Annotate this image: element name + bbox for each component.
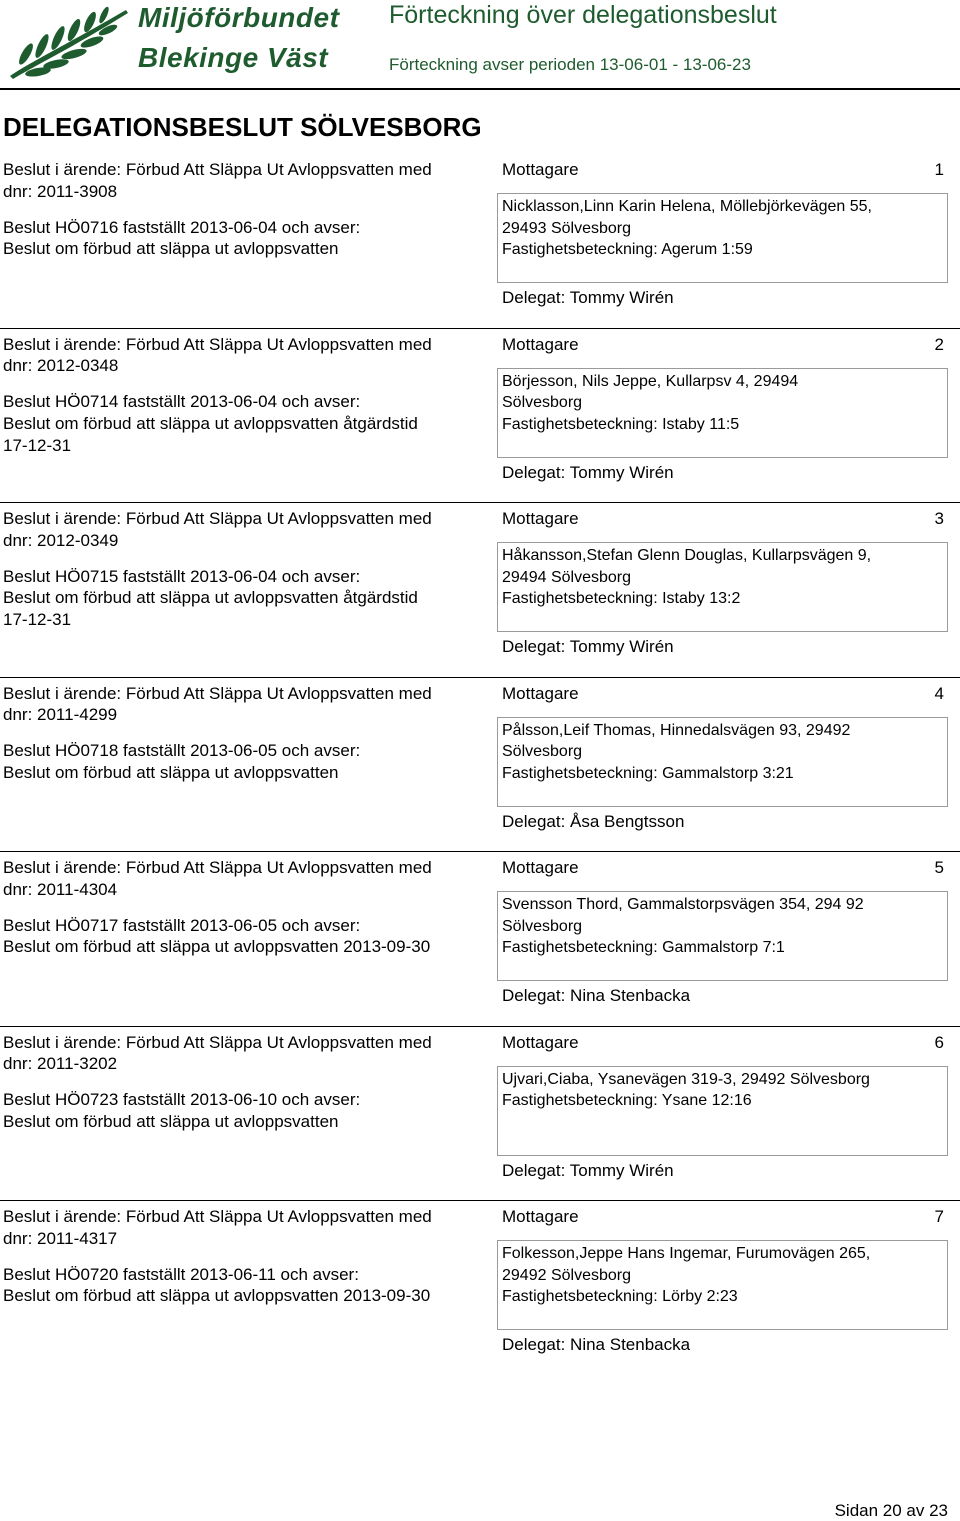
decision-id: Beslut HÖ0718 fastställt 2013-06-05 och avser:: [3, 741, 361, 761]
case-title: Beslut i ärende: Förbud Att Släppa Ut Avloppsvatten med: [3, 1032, 432, 1052]
page-header: [0, 0, 960, 90]
entry-divider: [0, 677, 960, 678]
entry-divider: [0, 1200, 960, 1201]
case-title: Beslut i ärende: Förbud Att Släppa Ut Avloppsvatten med: [3, 683, 432, 703]
recipient-line: 29493 Sölvesborg: [502, 219, 631, 237]
decision-entry: [0, 851, 960, 1025]
recipient-line: Fastighetsbeteckning: Istaby 11:5: [502, 415, 740, 433]
decision-details: [3, 1032, 488, 1133]
decision-details: [3, 1206, 488, 1307]
delegate: Delegat: Nina Stenbacka: [502, 1335, 691, 1354]
decision-entry: [0, 1026, 960, 1200]
case-number: dnr: 2011-3202: [3, 1054, 118, 1074]
decision-subject-line: 17-12-31: [3, 610, 72, 630]
delegate: Delegat: Tommy Wirén: [502, 637, 674, 656]
recipient-header: [502, 1206, 948, 1228]
recipient-header: [502, 334, 948, 356]
case-number: dnr: 2012-0349: [3, 530, 119, 550]
entry-number: 3: [934, 509, 944, 528]
recipient-label: Mottagare: [502, 334, 579, 354]
decision-entry: [0, 677, 960, 851]
case-number: dnr: 2011-4299: [3, 705, 118, 725]
case-number: dnr: 2011-4304: [3, 879, 118, 899]
recipient-line: Ujvari,Ciaba, Ysanevägen 319-3, 29492 Sölvesborg: [502, 1070, 870, 1088]
decision-entry: [0, 502, 960, 676]
decision-details: [3, 857, 488, 958]
recipient-label: Mottagare: [502, 1032, 579, 1052]
delegate: Delegat: Tommy Wirén: [502, 1160, 674, 1180]
page-number: Sidan 20 av 23: [834, 1501, 948, 1520]
recipient-line: Sölvesborg: [502, 917, 583, 935]
recipient-line: Sölvesborg: [502, 743, 583, 760]
entry-number: 2: [934, 334, 944, 354]
document-title: Förteckning över delegationsbeslut: [389, 1, 777, 29]
recipient-line: Håkansson,Stefan Glenn Douglas, Kullarpsvägen 9,: [502, 547, 872, 564]
recipient-line: Fastighetsbeteckning: Lörby 2:23: [502, 1288, 738, 1305]
decision-subject-line: Beslut om förbud att släppa ut avloppsvatten åtgärdstid: [3, 413, 418, 433]
entry-number: 5: [934, 858, 944, 877]
decision-id: Beslut HÖ0717 fastställt 2013-06-05 och avser:: [3, 915, 361, 935]
decision-subject-line: Beslut om förbud att släppa ut avloppsvatten: [3, 1111, 339, 1131]
recipient-box: [497, 1066, 948, 1156]
entry-divider: [0, 328, 960, 329]
entry-number: 6: [934, 1032, 944, 1052]
decision-subject-line: Beslut om förbud att släppa ut avloppsvatten: [3, 762, 339, 782]
recipient-line: 29492 Sölvesborg: [502, 1266, 631, 1284]
recipient-line: Svensson Thord, Gammalstorpsvägen 354, 294 92: [502, 896, 864, 913]
recipient-header: [502, 857, 948, 879]
case-title: Beslut i ärende: Förbud Att Släppa Ut Avloppsvatten med: [3, 334, 432, 354]
recipient-line: Folkesson,Jeppe Hans Ingemar, Furumovägen 265,: [502, 1245, 871, 1262]
recipient-box: [497, 193, 948, 283]
recipient-line: Fastighetsbeteckning: Istaby 13:2: [502, 590, 741, 607]
decision-id: Beslut HÖ0716 fastställt 2013-06-04 och avser:: [3, 217, 361, 237]
recipient-header: [502, 683, 948, 705]
recipient-box: [497, 368, 948, 458]
recipient-line: Fastighetsbeteckning: Ysane 12:16: [502, 1092, 752, 1109]
recipient-header: [502, 159, 948, 181]
recipient-label: Mottagare: [502, 509, 579, 528]
entry-divider: [0, 1026, 960, 1027]
decision-details: [3, 508, 488, 631]
recipient-line: Pålsson,Leif Thomas, Hinnedalsvägen 93, 29492: [502, 721, 851, 739]
decision-id: Beslut HÖ0715 fastställt 2013-06-04 och avser:: [3, 566, 361, 586]
decision-details: [3, 159, 488, 260]
leaf-branch-icon: [4, 2, 132, 80]
delegate: Delegat: Tommy Wirén: [502, 288, 674, 307]
decision-subject-line: Beslut om förbud att släppa ut avloppsvatten åtgärdstid: [3, 588, 418, 608]
recipient-line: Fastighetsbeteckning: Agerum 1:59: [502, 241, 753, 258]
recipient-line: Sölvesborg: [502, 394, 583, 411]
case-number: dnr: 2012-0348: [3, 356, 119, 376]
entry-divider: [0, 851, 960, 852]
case-number: dnr: 2011-4317: [3, 1228, 118, 1248]
recipient-line: Börjesson, Nils Jeppe, Kullarpsv 4, 29494: [502, 372, 799, 390]
decision-subject-line: Beslut om förbud att släppa ut avloppsvatten 2013-09-30: [3, 1286, 431, 1306]
recipient-label: Mottagare: [502, 683, 579, 703]
entry-number: 7: [934, 1207, 944, 1226]
decision-subject-line: 17-12-31: [3, 435, 72, 455]
org-name-line2: Blekinge Väst: [138, 42, 329, 73]
recipient-header: [502, 508, 948, 530]
case-title: Beslut i ärende: Förbud Att Släppa Ut Avloppsvatten med: [3, 858, 432, 877]
delegate: Delegat: Tommy Wirén: [502, 462, 674, 482]
org-name-line1: Miljöförbundet: [138, 2, 340, 33]
decision-details: [3, 334, 488, 457]
document-period: Förteckning avser perioden 13-06-01 - 13-06-23: [389, 55, 751, 74]
entry-number: 1: [934, 160, 944, 179]
recipient-label: Mottagare: [502, 160, 579, 179]
recipient-box: [497, 542, 948, 632]
section-title: DELEGATIONSBESLUT SÖLVESBORG: [3, 112, 482, 142]
recipient-box: [497, 717, 948, 807]
recipient-line: Fastighetsbeteckning: Gammalstorp 3:21: [502, 764, 794, 782]
delegate: Delegat: Åsa Bengtsson: [502, 811, 685, 831]
entry-number: 4: [934, 683, 944, 703]
recipient-box: [497, 891, 948, 981]
decision-details: [3, 683, 488, 784]
case-title: Beslut i ärende: Förbud Att Släppa Ut Avloppsvatten med: [3, 509, 432, 528]
recipient-line: Nicklasson,Linn Karin Helena, Möllebjörkevägen 55,: [502, 198, 872, 215]
organization-name: [138, 2, 339, 74]
recipient-label: Mottagare: [502, 858, 579, 877]
decision-subject-line: Beslut om förbud att släppa ut avloppsvatten: [3, 239, 339, 259]
decision-entry: [0, 1200, 960, 1374]
recipient-box: [497, 1240, 948, 1330]
recipient-header: [502, 1032, 948, 1054]
decision-subject-line: Beslut om förbud att släppa ut avloppsvatten 2013-09-30: [3, 937, 431, 957]
decision-id: Beslut HÖ0714 fastställt 2013-06-04 och avser:: [3, 392, 361, 412]
recipient-label: Mottagare: [502, 1207, 579, 1226]
case-title: Beslut i ärende: Förbud Att Släppa Ut Avloppsvatten med: [3, 160, 432, 179]
case-number: dnr: 2011-3908: [3, 181, 118, 201]
decision-entry: [0, 328, 960, 502]
decision-id: Beslut HÖ0720 fastställt 2013-06-11 och avser:: [3, 1264, 359, 1284]
header-divider: [0, 88, 960, 90]
delegate: Delegat: Nina Stenbacka: [502, 986, 691, 1005]
decision-entry: [0, 153, 960, 327]
entry-divider: [0, 502, 960, 503]
recipient-line: 29494 Sölvesborg: [502, 568, 631, 586]
case-title: Beslut i ärende: Förbud Att Släppa Ut Avloppsvatten med: [3, 1207, 432, 1226]
decision-id: Beslut HÖ0723 fastställt 2013-06-10 och avser:: [3, 1090, 361, 1110]
recipient-line: Fastighetsbeteckning: Gammalstorp 7:1: [502, 939, 785, 956]
